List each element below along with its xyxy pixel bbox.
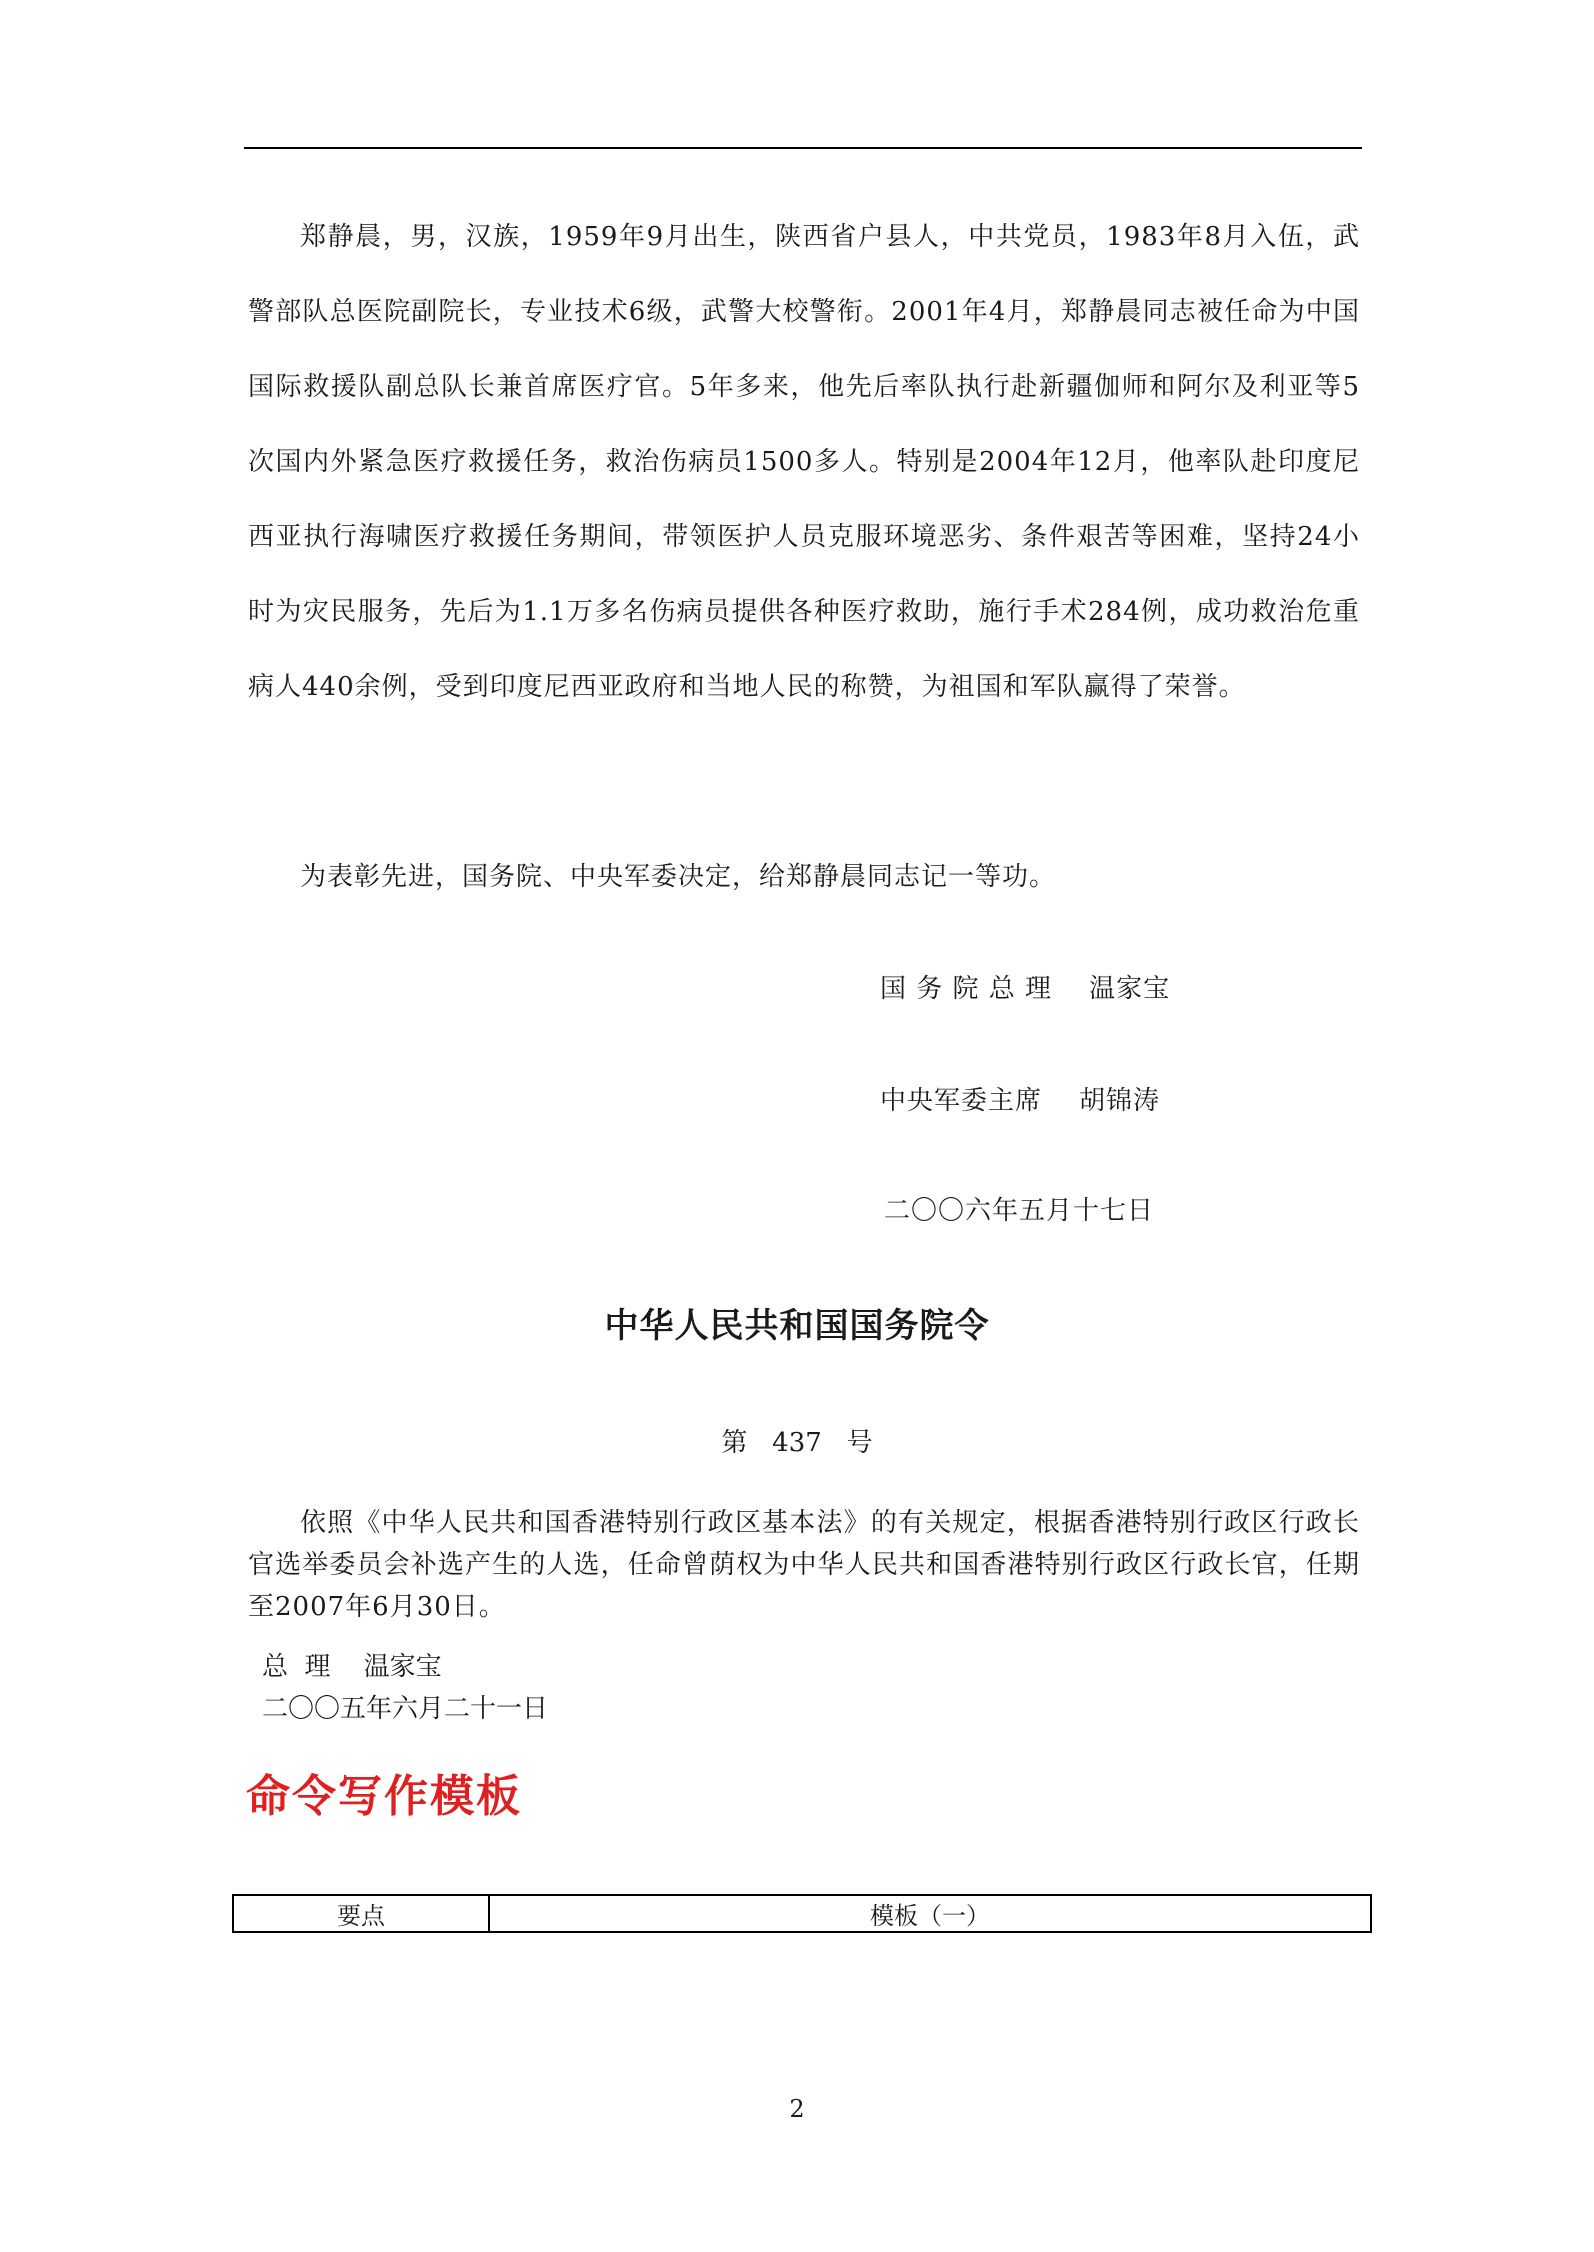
template-heading: 命令写作模板 — [246, 1771, 522, 1822]
order-title: 中华人民共和国国务院令 — [604, 1306, 990, 1346]
citation-paragraph: 郑静晨，男，汉族，1959年9月出生，陕西省户县人，中共党员，1983年8月入伍，武警部队总医院副院长，专业技术6级，武警大校警衔。2001年4月，郑静晨同志被任命为中国国际救援队副总队长兼首席医疗官。5年多来，他先后率队执行赴新疆伽师和阿尔及利亚等5次国内外紧急医疗救援任务，救治伤病员1500多人。特别是2004年12月，他率队赴印度尼西亚执行海啸医疗救援任务期间，带领医护人员克服环境恶劣、条件艰苦等困难，坚持24小时为灾民服务，先后为1.1万多名伤病员提供各种医疗救助，施行手术284例，成功救治危重病人440余例，受到印度尼西亚政府和当地人民的称赞，为祖国和军队赢得了荣誉。 — [248, 222, 1360, 702]
signature-cmc-chairman: 中央军委主席 胡锦涛 — [880, 1086, 1161, 1116]
table-header-row — [233, 1895, 1371, 1932]
template-table — [232, 1894, 1372, 1933]
header-rule — [244, 147, 1362, 149]
signature-premier: 国 务 院 总 理 温家宝 — [880, 974, 1171, 1004]
page-number: 2 — [789, 2095, 805, 2123]
citation-decision: 为表彰先进，国务院、中央军委决定，给郑静晨同志记一等功。 — [300, 862, 1057, 892]
citation-date: 二〇〇六年五月十七日 — [884, 1196, 1155, 1226]
order-signer: 总 理 温家宝 — [262, 1652, 442, 1682]
table-header-template-one: 模板（一） — [489, 1895, 1371, 1932]
order-body: 依照《中华人民共和国香港特别行政区基本法》的有关规定，根据香港特别行政区行政长官选举委员会补选产生的人选，任命曾荫权为中华人民共和国香港特别行政区行政长官，任期至2007年6月30日。 — [248, 1508, 1360, 1622]
order-number: 第 437 号 — [721, 1428, 873, 1458]
order-date: 二〇〇五年六月二十一日 — [262, 1694, 549, 1724]
table-header-key-points: 要点 — [233, 1895, 489, 1932]
